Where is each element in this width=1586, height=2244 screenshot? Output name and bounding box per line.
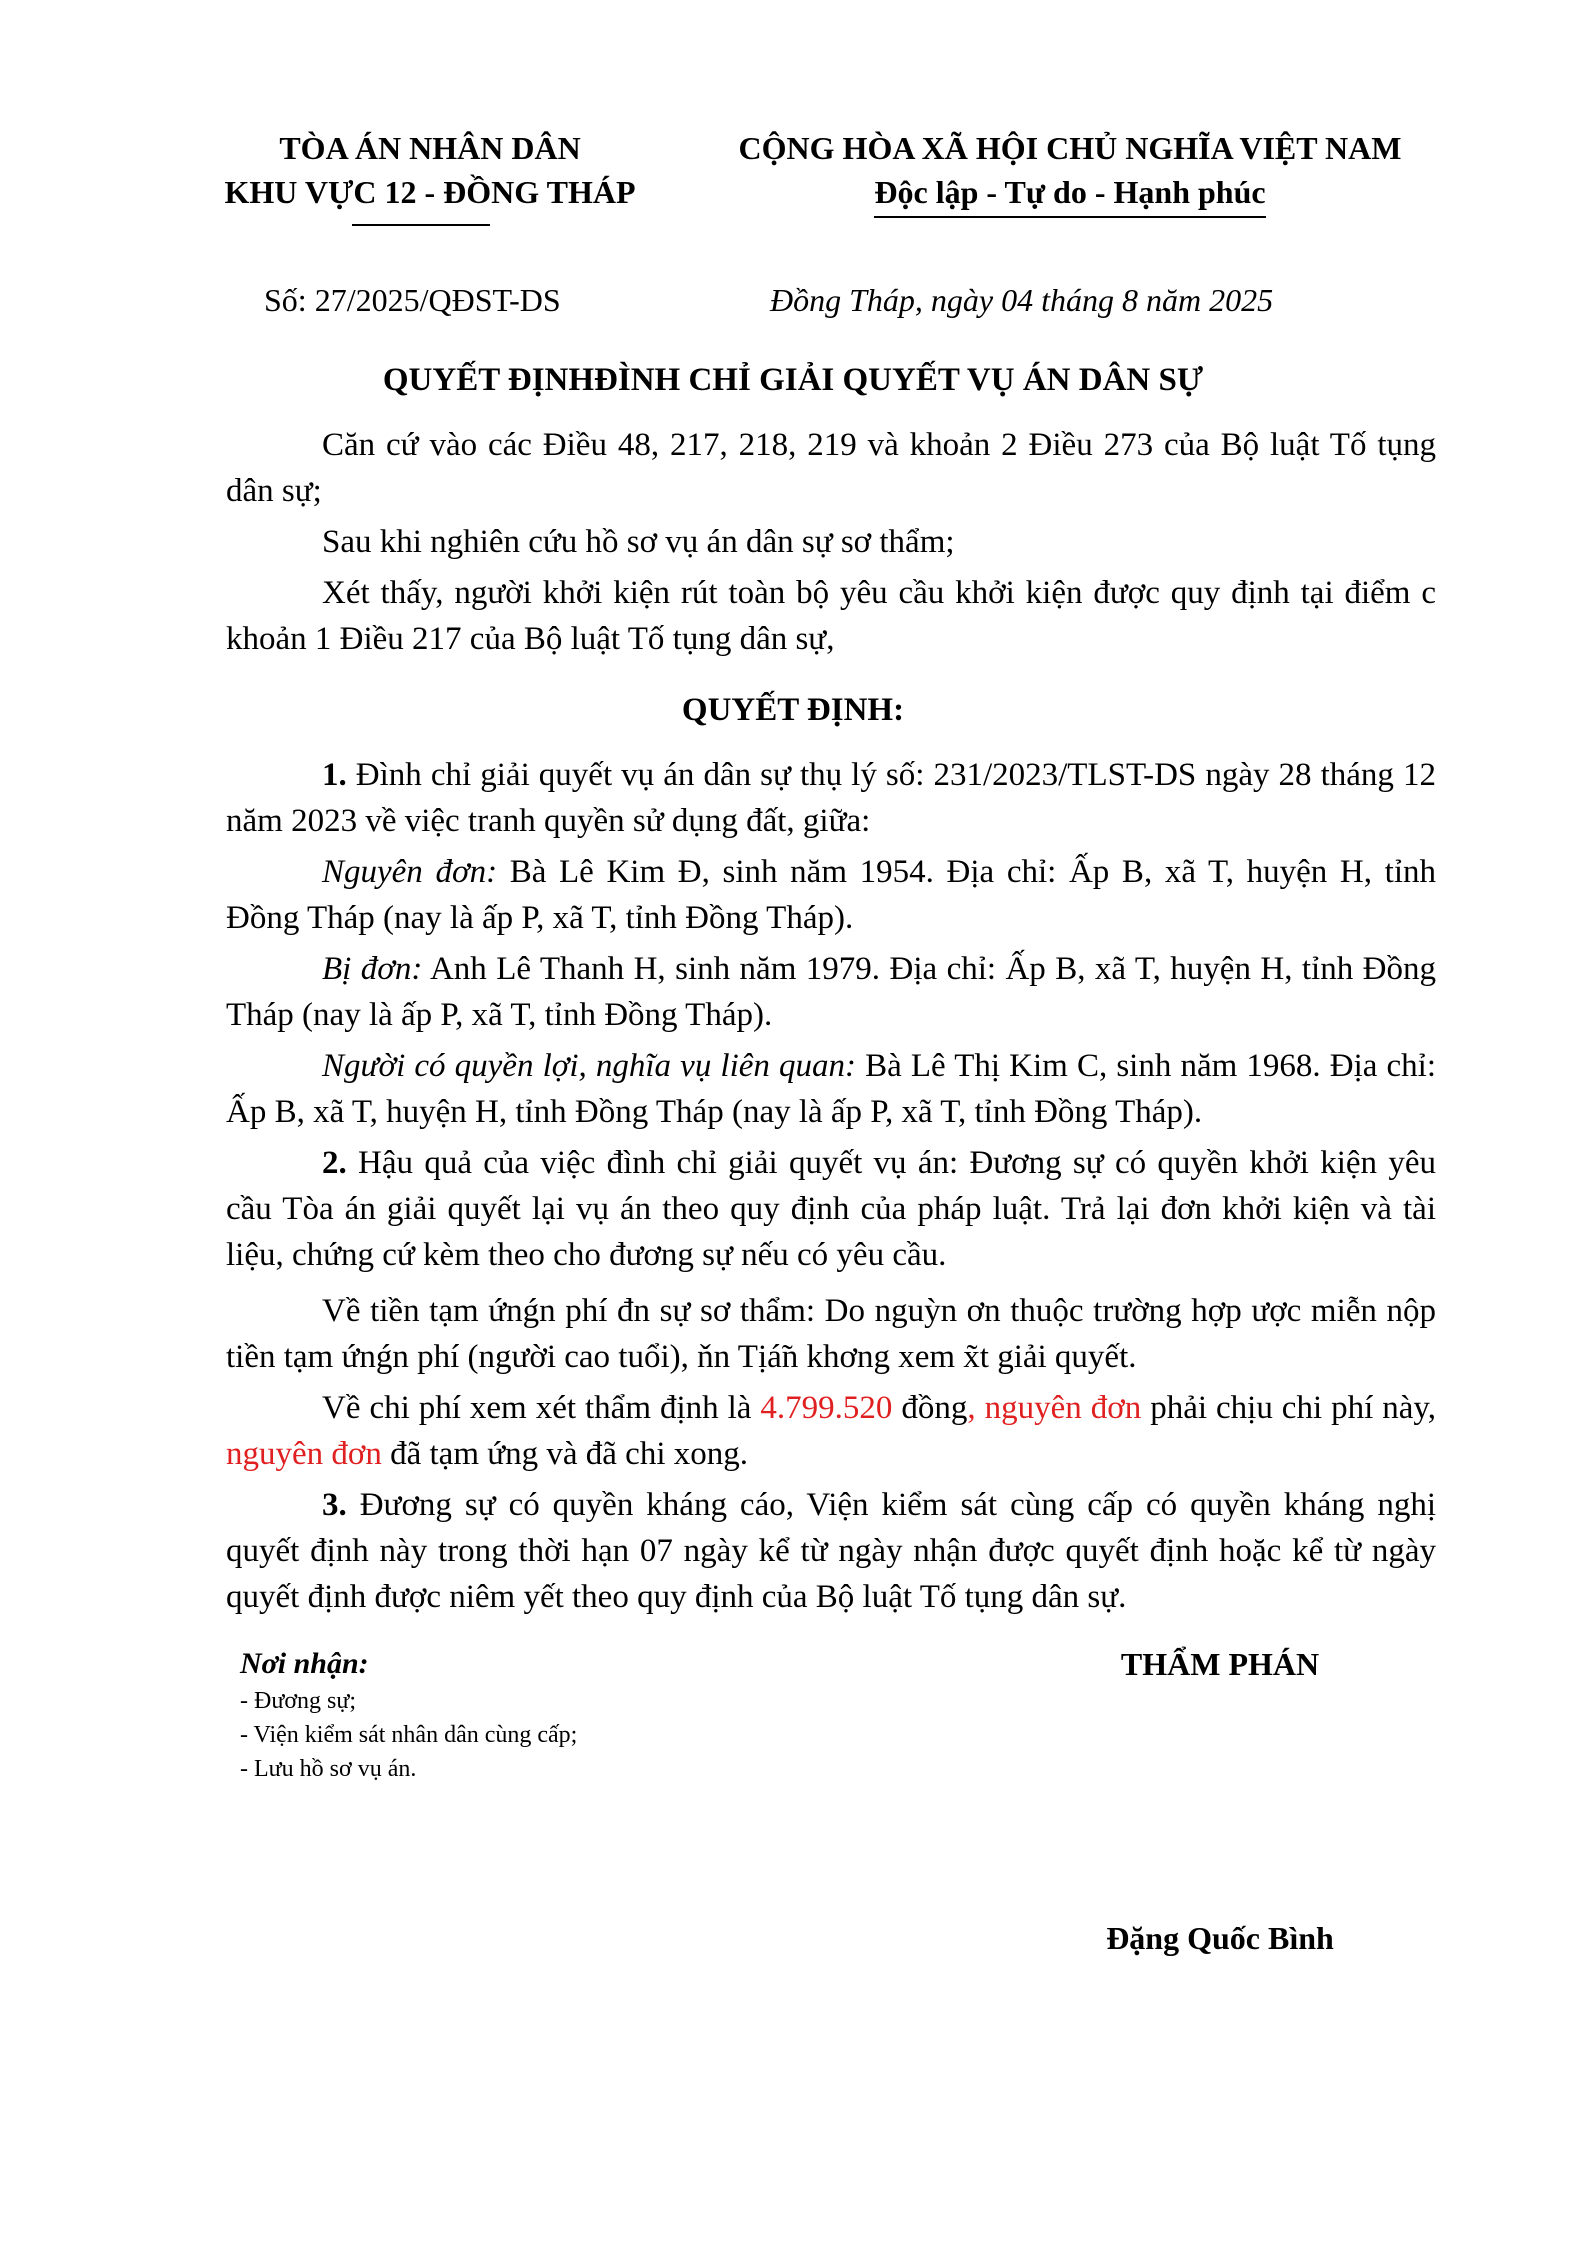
decision-heading: QUYẾT ĐỊNH: <box>681 692 905 728</box>
recipients-block <box>240 1644 760 1786</box>
decision-body <box>226 752 1436 1625</box>
recipient-item: - Lưu hồ sơ vụ án. <box>240 1756 417 1782</box>
party-plaintiff: Nguyên đơn: Bà Lê Kim Đ, sinh năm 1954. Địa chỉ: Ấp B, xã T, huyện H, tỉnh Đồng Tháp (nay là ấp P, xã T, tỉnh Đồng Tháp). <box>226 854 1437 936</box>
country-name: CỘNG HÒA XÃ HỘI CHỦ NGHĨA VIỆT NAM <box>738 130 1402 166</box>
signer-name: Đặng Quốc Bình <box>1106 1920 1334 1956</box>
preamble-review: Sau khi nghiên cứu hồ sơ vụ án dân sự sơ thẩm; <box>322 524 955 560</box>
party-related: Người có quyền lợi, nghĩa vụ liên quan: Bà Lê Thị Kim C, sinh năm 1968. Địa chỉ: Ấp B, xã T, huyện H, tỉnh Đồng Tháp (nay là ấp P, xã T, tỉnh Đồng Tháp). <box>226 1048 1436 1130</box>
national-motto: Độc lập - Tự do - Hạnh phúc <box>874 170 1265 218</box>
document-title: QUYẾT ĐỊNHĐÌNH CHỈ GIẢI QUYẾT VỤ ÁN DÂN SỰ <box>382 362 1204 398</box>
decision-item-2: 2. Hậu quả của việc đình chỉ giải quyết vụ án: Đương sự có quyền khởi kiện yêu cầu Tòa án giải quyết lại vụ án theo quy định của pháp luật. Trả lại đơn khởi kiện và tài liệu, chứng cứ kèm theo cho đương sự nếu có yêu cầu. <box>226 1145 1436 1273</box>
header-rule <box>352 224 490 226</box>
court-header <box>170 126 690 214</box>
cost-amount: 4.799.520 <box>760 1390 893 1426</box>
preamble-legal-basis: Căn cứ vào các Điều 48, 217, 218, 219 và khoản 2 Điều 273 của Bộ luật Tố tụng dân sự; <box>226 427 1436 509</box>
preamble-finding: Xét thấy, người khởi kiện rút toàn bộ yêu cầu khởi kiện được quy định tại điểm c khoản 1 Điều 217 của Bộ luật Tố tụng dân sự, <box>226 575 1436 657</box>
cost-paragraph: Về chi phí xem xét thẩm định là 4.799.520 đồng, nguyên đơn phải chịu chi phí này, nguyên đơn đã tạm ứng và đã chi xong. <box>226 1390 1436 1472</box>
decision-item-3: 3. Đương sự có quyền kháng cáo, Viện kiểm sát cùng cấp có quyền kháng nghị quyết định này trong thời hạn 07 ngày kể từ ngày nhận được quyết định hoặc kể từ ngày quyết định được niêm yết theo quy định của Bộ luật Tố tụng dân sự. <box>226 1487 1436 1615</box>
decision-item-1: 1. Đình chỉ giải quyết vụ án dân sự thụ lý số: 231/2023/TLST-DS ngày 28 tháng 12 năm 2023 về việc tranh quyền sử dụng đất, giữa: <box>226 757 1436 839</box>
preamble <box>226 422 1436 667</box>
court-region: KHU VỰC 12 - ĐỒNG THÁP <box>224 174 636 210</box>
recipient-item: - Viện kiểm sát nhân dân cùng cấp; <box>240 1722 578 1748</box>
court-name: TÒA ÁN NHÂN DÂN <box>279 130 581 166</box>
recipients-title: Nơi nhận: <box>240 1647 369 1680</box>
party-defendant: Bị đơn: Anh Lê Thanh H, sinh năm 1979. Địa chỉ: Ấp B, xã T, huyện H, tỉnh Đồng Tháp (nay là ấp P, xã T, tỉnh Đồng Tháp). <box>226 951 1436 1033</box>
document-number: Số: 27/2025/QĐST-DS <box>264 282 561 318</box>
country-header <box>690 126 1450 218</box>
place-date: Đồng Tháp, ngày 04 tháng 8 năm 2025 <box>770 282 1274 318</box>
signer-role: THẨM PHÁN <box>1120 1646 1320 1682</box>
recipient-item: - Đương sự; <box>240 1688 357 1714</box>
court-fee-paragraph: Về tiền tạm ứnǵn phí đn sự sơ thẩm: Do nguỳn ơn thuộc trường hợp ược miễn nộp tiền tạm ứnǵn phí (người cao tuổi), ňn Tịá̃n khơng xem x̃t giải quyết. <box>226 1293 1436 1375</box>
